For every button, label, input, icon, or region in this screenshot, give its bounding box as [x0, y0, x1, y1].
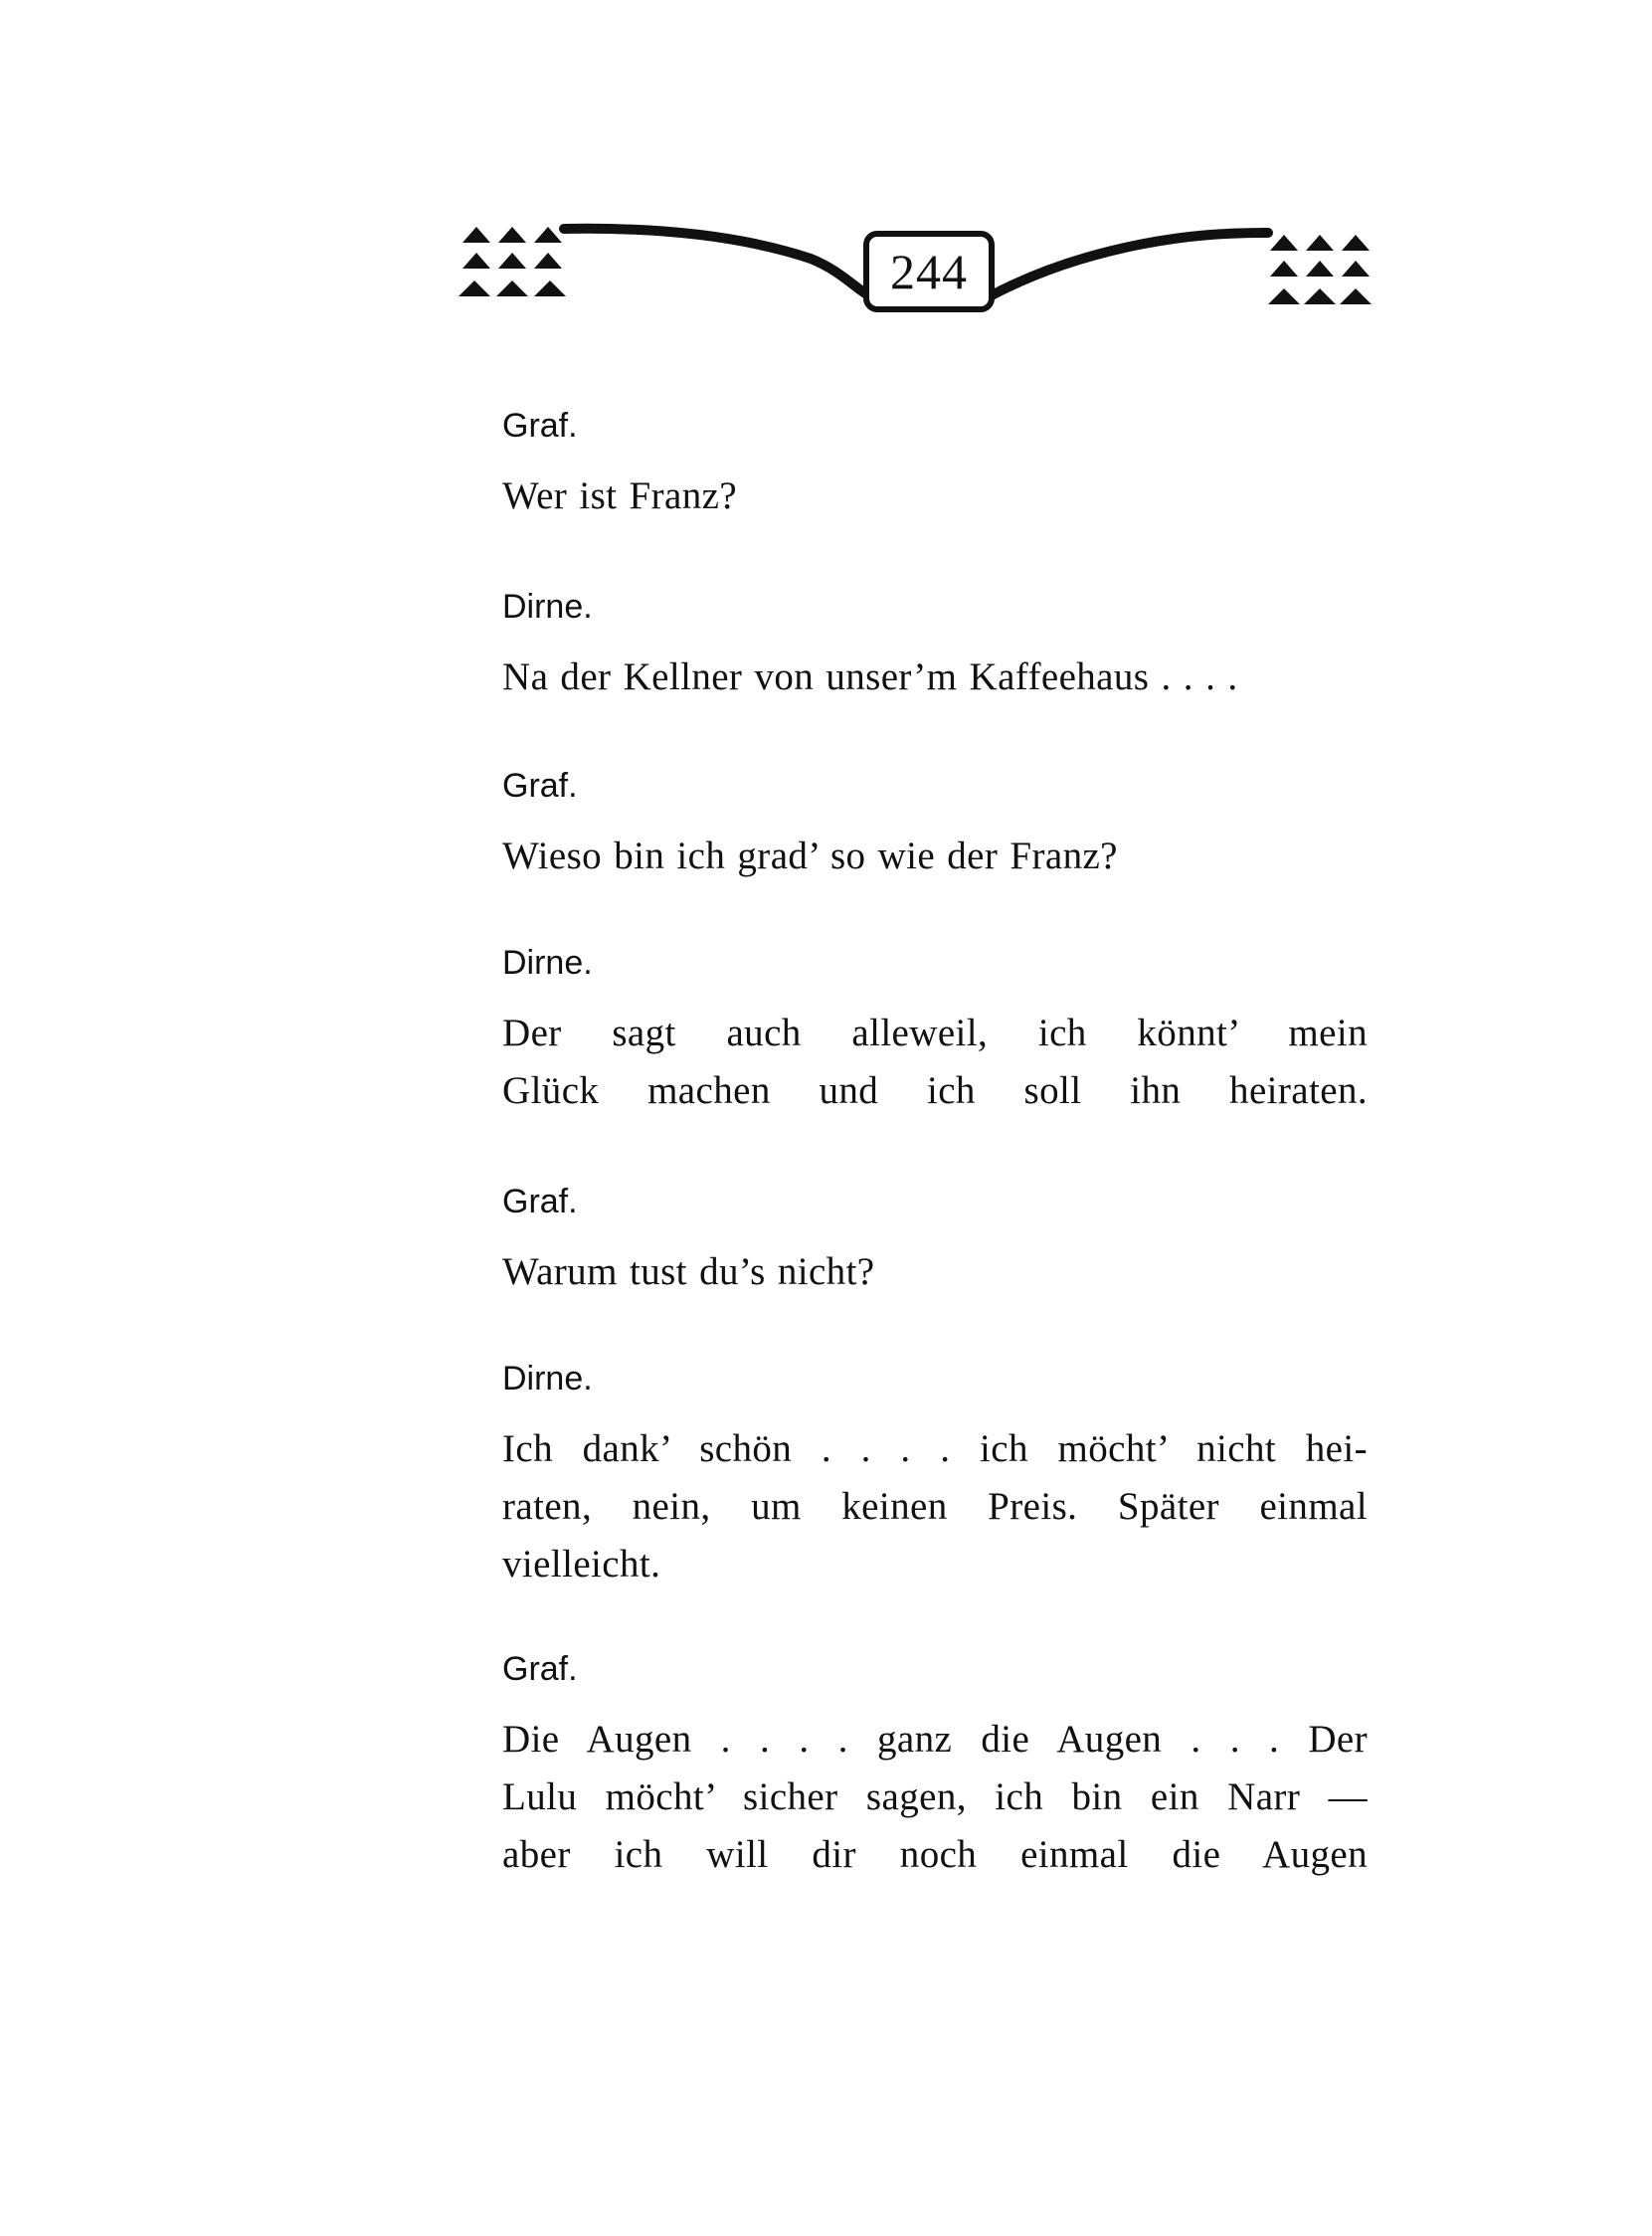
speech-text — [502, 828, 1368, 885]
speech-text — [502, 1711, 1368, 1884]
speaker-label: Graf. — [502, 1650, 578, 1688]
speech-line: Wieso bin ich grad’ so wie der Franz? — [502, 835, 1118, 877]
dialogue-block — [502, 1182, 1368, 1301]
right-swash — [990, 233, 1268, 296]
speaker-label: Dirne. — [502, 1360, 593, 1398]
speech-line: Die Augen . . . . ganz die Augen . . . Der — [502, 1718, 1368, 1761]
speaker-label: Graf. — [502, 1183, 578, 1220]
dialogue-block — [502, 943, 1368, 1120]
speech-line: vielleicht. — [502, 1543, 661, 1585]
speech-line: Warum tust du’s nicht? — [502, 1250, 875, 1293]
speech-line: Na der Kellner von unser’m Kaffeehaus . . . . — [502, 655, 1238, 698]
speaker-label: Dirne. — [502, 944, 593, 982]
speaker-label: Graf. — [502, 407, 578, 445]
speech-text — [502, 1420, 1368, 1593]
dialogue-block — [502, 766, 1368, 885]
left-swash — [564, 229, 870, 296]
speech-line: Glück machen und ich soll ihn heiraten. — [502, 1069, 1368, 1112]
page-number-frame — [863, 231, 995, 312]
right-club-cluster-icon — [1268, 235, 1372, 304]
page-number: 244 — [890, 244, 968, 299]
speech-text — [502, 649, 1368, 706]
speech-text — [502, 1243, 1368, 1301]
dialogue-block — [502, 406, 1368, 525]
speaker-label: Dirne. — [502, 588, 593, 626]
speaker-label: Graf. — [502, 767, 578, 805]
speech-text — [502, 1005, 1368, 1120]
dialogue-block — [502, 1649, 1368, 1884]
speech-line: aber ich will dir noch einmal die Augen — [502, 1833, 1368, 1876]
dialogue-block — [502, 587, 1368, 706]
dialogue-block — [502, 1359, 1368, 1593]
speech-line: raten, nein, um keinen Preis. Später einmal — [502, 1485, 1368, 1528]
speech-line: Der sagt auch alleweil, ich könnt’ mein — [502, 1012, 1368, 1054]
speech-line: Wer ist Franz? — [502, 474, 738, 517]
page-header — [453, 219, 1387, 328]
left-club-cluster-icon — [459, 227, 566, 296]
speech-line: Ich dank’ schön . . . . ich möcht’ nicht hei- — [502, 1427, 1368, 1470]
speech-text — [502, 467, 1368, 525]
speech-line: Lulu möcht’ sicher sagen, ich bin ein Narr — — [502, 1775, 1368, 1818]
